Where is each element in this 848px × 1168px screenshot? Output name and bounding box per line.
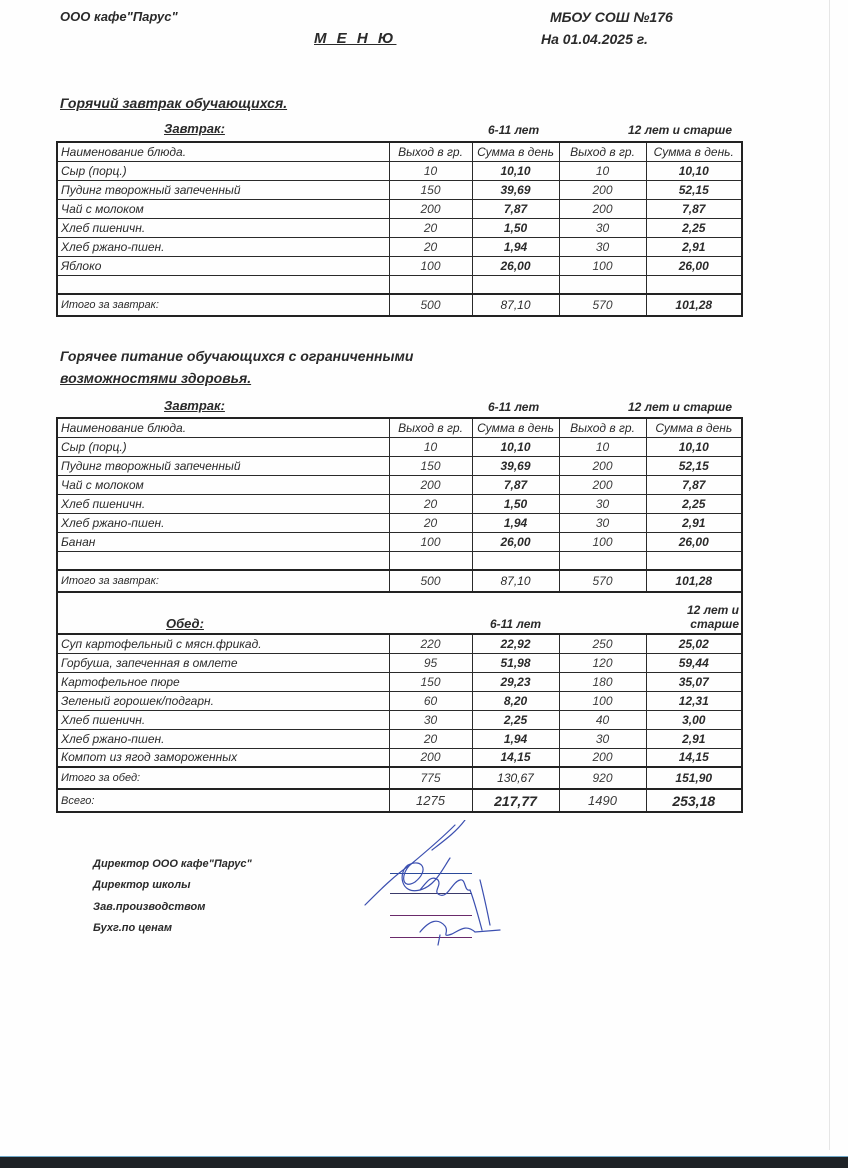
total-portion-12plus: 570: [559, 294, 646, 316]
section2-age2: 12 лет и старше: [628, 400, 733, 414]
total-price-12plus: 151,90: [646, 767, 742, 789]
price-12plus: 26,00: [646, 532, 742, 551]
price-12plus: 2,25: [646, 494, 742, 513]
lunch-age1: 6-11 лет: [489, 617, 542, 631]
portion-6-11: 20: [389, 237, 472, 256]
dish-name: Сыр (порц.): [57, 161, 389, 180]
dish-name: Хлеб ржано-пшен.: [57, 513, 389, 532]
dish-name: Сыр (порц.): [57, 437, 389, 456]
price-6-11: 10,10: [472, 161, 559, 180]
col-header-out1: Выход в гр.: [389, 418, 472, 437]
portion-6-11: 100: [389, 256, 472, 275]
table-header-row: [57, 418, 742, 437]
col-header-name: Наименование блюда.: [57, 142, 389, 161]
price-12plus: 3,00: [646, 710, 742, 729]
portion-12plus: 100: [559, 691, 646, 710]
lunch-age2: 12 лет и старше: [687, 603, 739, 631]
portion-6-11: 200: [389, 199, 472, 218]
price-12plus: 25,02: [646, 634, 742, 653]
signature-label-cafe-director: Директор ООО кафе"Парус": [93, 858, 252, 870]
price-12plus: 2,25: [646, 218, 742, 237]
table-row: [57, 748, 742, 767]
table-row: [57, 710, 742, 729]
price-12plus: 2,91: [646, 513, 742, 532]
portion-6-11: 150: [389, 672, 472, 691]
col-header-out2: Выход в гр.: [559, 142, 646, 161]
price-6-11: 1,94: [472, 513, 559, 532]
price-6-11: 22,92: [472, 634, 559, 653]
total-label: Итого за завтрак:: [57, 570, 389, 592]
portion-12plus: 200: [559, 456, 646, 475]
portion-6-11: 60: [389, 691, 472, 710]
col-header-sum2: Сумма в день: [646, 418, 742, 437]
portion-12plus: 30: [559, 237, 646, 256]
table-row: [57, 256, 742, 275]
dish-name: Картофельное пюре: [57, 672, 389, 691]
price-12plus: 7,87: [646, 475, 742, 494]
price-12plus: 7,87: [646, 199, 742, 218]
total-price-6-11: 130,67: [472, 767, 559, 789]
dish-name: Банан: [57, 532, 389, 551]
total-row: [57, 570, 742, 592]
grand-total-label: Всего:: [57, 789, 389, 812]
dish-name: Чай с молоком: [57, 199, 389, 218]
portion-6-11: 20: [389, 494, 472, 513]
portion-12plus: 200: [559, 199, 646, 218]
signature-label-school-director: Директор школы: [93, 879, 191, 891]
portion-6-11: 95: [389, 653, 472, 672]
section2-table: [56, 417, 743, 813]
dish-name: Компот из ягод замороженных: [57, 748, 389, 767]
section2-title-line1: Горячее питание обучающихся с ограниченными: [60, 348, 414, 364]
price-12plus: 14,15: [646, 748, 742, 767]
portion-12plus: 30: [559, 513, 646, 532]
col-header-out1: Выход в гр.: [389, 142, 472, 161]
total-price-12plus: 101,28: [646, 294, 742, 316]
price-6-11: 1,50: [472, 218, 559, 237]
price-6-11: 39,69: [472, 456, 559, 475]
portion-6-11: 220: [389, 634, 472, 653]
price-6-11: 26,00: [472, 532, 559, 551]
lunch-total-row: [57, 767, 742, 789]
price-6-11: 8,20: [472, 691, 559, 710]
col-header-out2: Выход в гр.: [559, 418, 646, 437]
table-row: [57, 218, 742, 237]
grand-total-price-6-11: 217,77: [472, 789, 559, 812]
portion-12plus: 200: [559, 475, 646, 494]
total-portion-6-11: 775: [389, 767, 472, 789]
section1-age1: 6-11 лет: [488, 123, 540, 137]
dish-name: Хлеб пшеничн.: [57, 218, 389, 237]
total-portion-6-11: 500: [389, 294, 472, 316]
grand-total-portion-6-11: 1275: [389, 789, 472, 812]
col-header-sum1: Сумма в день: [472, 418, 559, 437]
portion-6-11: 10: [389, 161, 472, 180]
total-portion-12plus: 920: [559, 767, 646, 789]
signature-label-accountant: Бухг.по ценам: [93, 922, 172, 934]
portion-12plus: 30: [559, 218, 646, 237]
portion-6-11: 30: [389, 710, 472, 729]
portion-12plus: 100: [559, 256, 646, 275]
company-name: ООО кафе"Парус": [60, 9, 178, 24]
col-header-name: Наименование блюда.: [57, 418, 389, 437]
grand-total-price-12plus: 253,18: [646, 789, 742, 812]
table-row: [57, 532, 742, 551]
table-row: [57, 653, 742, 672]
price-12plus: 35,07: [646, 672, 742, 691]
grand-total-row: [57, 789, 742, 812]
price-12plus: 59,44: [646, 653, 742, 672]
price-12plus: 10,10: [646, 161, 742, 180]
dish-name: Хлеб пшеничн.: [57, 494, 389, 513]
table-row: [57, 456, 742, 475]
dish-name: Зеленый горошек/подгарн.: [57, 691, 389, 710]
portion-6-11: 200: [389, 475, 472, 494]
price-6-11: 10,10: [472, 437, 559, 456]
total-portion-12plus: 570: [559, 570, 646, 592]
section1-age2: 12 лет и старше: [628, 123, 733, 137]
lunch-section-header: [57, 592, 742, 634]
portion-12plus: 250: [559, 634, 646, 653]
blank-row: [57, 275, 742, 294]
dish-name: Хлеб пшеничн.: [57, 710, 389, 729]
lunch-meal-caption: Обед:: [166, 616, 204, 631]
portion-12plus: 120: [559, 653, 646, 672]
section2-title-line2: возможностями здоровья.: [60, 370, 252, 386]
page-edge: [829, 0, 830, 1150]
portion-12plus: 30: [559, 729, 646, 748]
portion-12plus: 40: [559, 710, 646, 729]
handwritten-signature-icon: [360, 820, 520, 950]
portion-6-11: 150: [389, 180, 472, 199]
price-12plus: 2,91: [646, 237, 742, 256]
portion-12plus: 180: [559, 672, 646, 691]
total-label: Итого за обед:: [57, 767, 389, 789]
section1-table: [56, 141, 743, 317]
grand-total-portion-12plus: 1490: [559, 789, 646, 812]
price-6-11: 7,87: [472, 475, 559, 494]
table-row: [57, 494, 742, 513]
signature-label-production-head: Зав.производством: [93, 901, 206, 913]
table-row: [57, 180, 742, 199]
price-6-11: 51,98: [472, 653, 559, 672]
dish-name: Яблоко: [57, 256, 389, 275]
total-price-6-11: 87,10: [472, 570, 559, 592]
total-price-6-11: 87,10: [472, 294, 559, 316]
portion-12plus: 200: [559, 180, 646, 199]
price-6-11: 1,94: [472, 729, 559, 748]
table-row: [57, 161, 742, 180]
dish-name: Пудинг творожный запеченный: [57, 456, 389, 475]
price-12plus: 52,15: [646, 456, 742, 475]
price-12plus: 52,15: [646, 180, 742, 199]
price-12plus: 26,00: [646, 256, 742, 275]
portion-6-11: 20: [389, 513, 472, 532]
total-row: [57, 294, 742, 316]
dish-name: Суп картофельный с мясн.фрикад.: [57, 634, 389, 653]
total-label: Итого за завтрак:: [57, 294, 389, 316]
table-row: [57, 437, 742, 456]
portion-12plus: 200: [559, 748, 646, 767]
total-portion-6-11: 500: [389, 570, 472, 592]
price-12plus: 2,91: [646, 729, 742, 748]
price-6-11: 39,69: [472, 180, 559, 199]
price-6-11: 1,94: [472, 237, 559, 256]
portion-6-11: 150: [389, 456, 472, 475]
scanner-bottom-edge: [0, 1156, 848, 1168]
table-row: [57, 634, 742, 653]
price-6-11: 2,25: [472, 710, 559, 729]
table-row: [57, 672, 742, 691]
price-6-11: 7,87: [472, 199, 559, 218]
table-row: [57, 729, 742, 748]
price-6-11: 26,00: [472, 256, 559, 275]
table-row: [57, 475, 742, 494]
portion-6-11: 20: [389, 218, 472, 237]
dish-name: Пудинг творожный запеченный: [57, 180, 389, 199]
section1-meal-caption: Завтрак:: [164, 121, 225, 136]
portion-12plus: 30: [559, 494, 646, 513]
price-12plus: 12,31: [646, 691, 742, 710]
price-12plus: 10,10: [646, 437, 742, 456]
section1-title: Горячий завтрак обучающихся.: [60, 95, 288, 111]
price-6-11: 1,50: [472, 494, 559, 513]
page-title: М Е Н Ю: [314, 30, 397, 47]
dish-name: Хлеб ржано-пшен.: [57, 729, 389, 748]
portion-12plus: 10: [559, 161, 646, 180]
school-name: МБОУ СОШ №176: [550, 9, 673, 25]
table-row: [57, 513, 742, 532]
portion-6-11: 10: [389, 437, 472, 456]
price-6-11: 29,23: [472, 672, 559, 691]
table-row: [57, 199, 742, 218]
total-price-12plus: 101,28: [646, 570, 742, 592]
col-header-sum2: Сумма в день.: [646, 142, 742, 161]
col-header-sum1: Сумма в день: [472, 142, 559, 161]
section2-meal-caption: Завтрак:: [164, 398, 225, 413]
portion-6-11: 100: [389, 532, 472, 551]
table-row: [57, 691, 742, 710]
table-row: [57, 237, 742, 256]
portion-6-11: 200: [389, 748, 472, 767]
dish-name: Горбуша, запеченная в омлете: [57, 653, 389, 672]
dish-name: Чай с молоком: [57, 475, 389, 494]
blank-row: [57, 551, 742, 570]
menu-date: На 01.04.2025 г.: [541, 31, 648, 47]
price-6-11: 14,15: [472, 748, 559, 767]
dish-name: Хлеб ржано-пшен.: [57, 237, 389, 256]
portion-12plus: 10: [559, 437, 646, 456]
portion-12plus: 100: [559, 532, 646, 551]
table-header-row: [57, 142, 742, 161]
section2-age1: 6-11 лет: [488, 400, 540, 414]
portion-6-11: 20: [389, 729, 472, 748]
